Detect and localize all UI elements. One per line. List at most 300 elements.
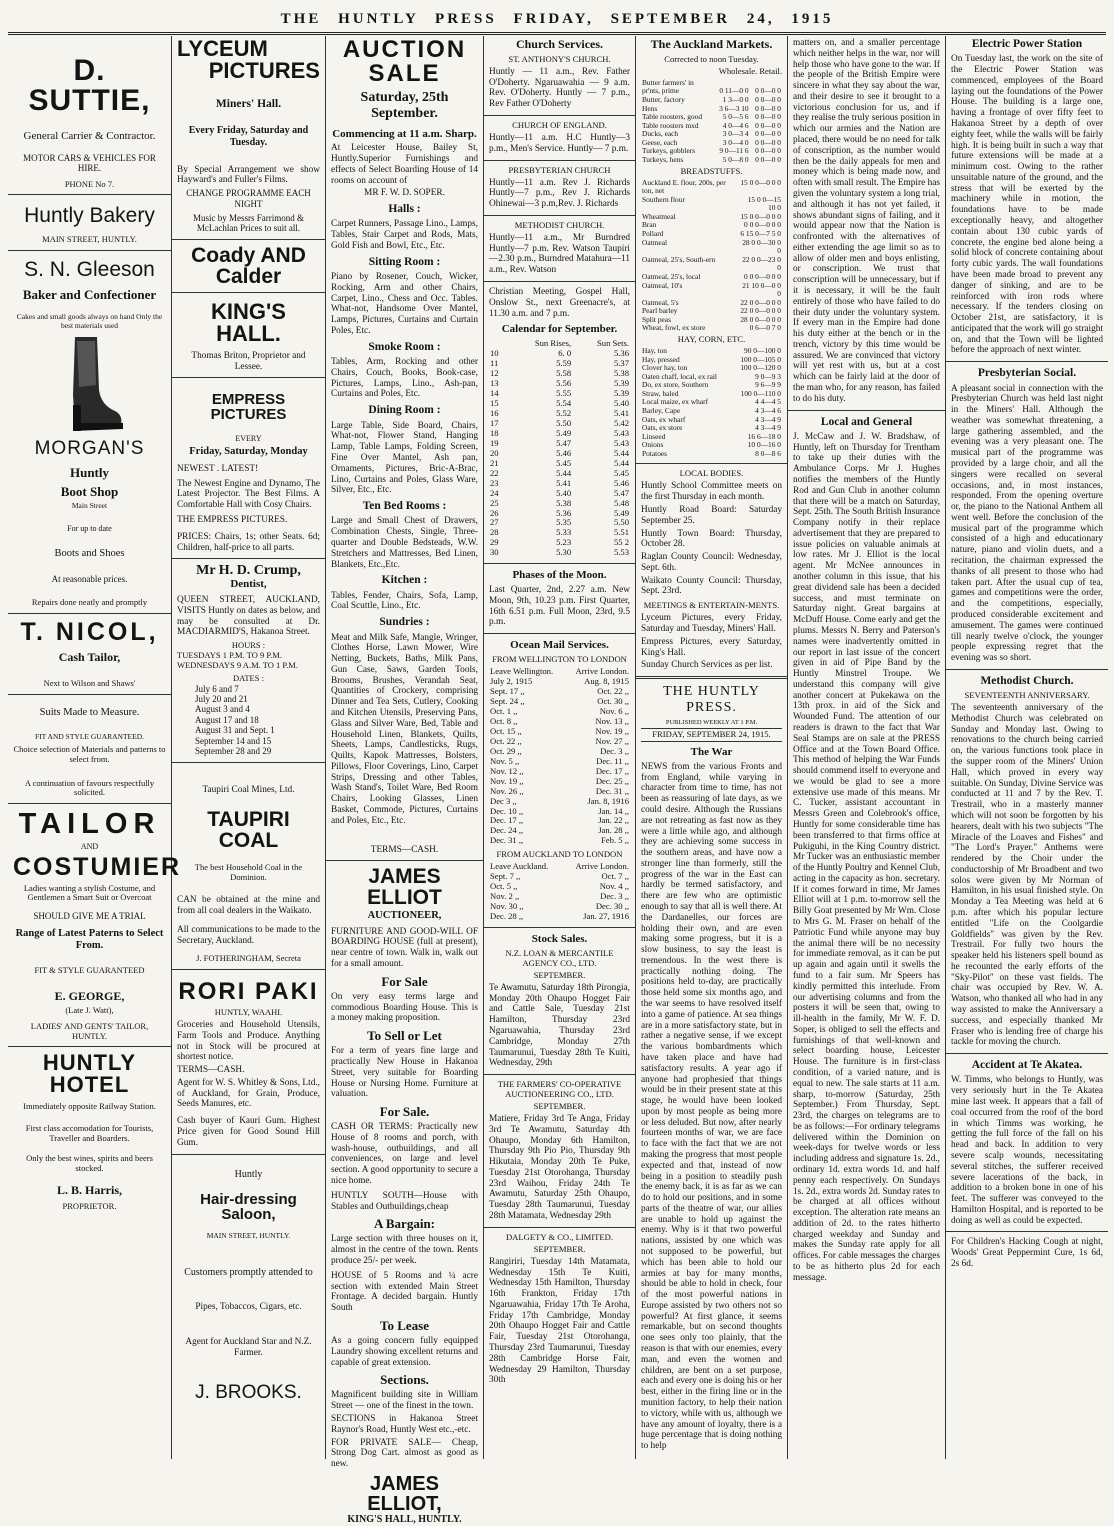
table-cell: 0 6—0 7 0 [749, 323, 781, 333]
table-cell: 5.56 [556, 377, 572, 388]
list-item: August 17 and 18 [195, 714, 259, 725]
table-cell: 5.35 [556, 517, 572, 528]
markets-heading: The Auckland Markets. [650, 37, 773, 51]
divider [946, 361, 1108, 362]
table-cell: 22 0 0—0 0 0 [740, 306, 781, 316]
table-cell: Oatmeal, 5's [642, 297, 679, 307]
ocean-body-2 [489, 872, 630, 922]
table-cell: Bran [642, 220, 657, 230]
table-cell: 28 [490, 527, 499, 538]
bakery-name: Huntly Bakery [24, 204, 155, 228]
table-cell: 12 [490, 367, 499, 378]
table-row [641, 450, 782, 459]
empress-l3: The Newest Engine and Dynamo, The Latest Projector. The Best Films. A Comfortable Hall with Cosy Chairs. [177, 478, 320, 511]
hair-l1: MAIN STREET, HUNTLY. [206, 1231, 291, 1241]
table-cell: 5.46 [556, 447, 572, 458]
gleeson-role: Baker and Confectioner [22, 287, 157, 303]
local-heading: Local and General [820, 415, 913, 428]
elliot-l1: FURNITURE AND GOOD-WILL OF BOARDING HOUSE (full at present), near centre of town. Walk in, walk out for a small amount. [331, 926, 478, 969]
tailor-h1: TAILOR [18, 808, 161, 841]
table-cell: 16 6—18 0 [747, 431, 781, 441]
method-text: Huntly—11 a.m., Mr Burndred Huntly—7 p.m. Rev. Watson Taupiri—2.30 p.m., Burndred Matahura—11 a.m., Rev. Watson [489, 232, 630, 276]
table-cell: 5.52 [556, 407, 572, 418]
table-cell: 11 [490, 357, 499, 368]
table-cell: 6. 0 [558, 348, 572, 358]
empress-l4: THE EMPRESS PICTURES. [177, 514, 288, 525]
table-cell: Ducks, each [642, 129, 679, 139]
sitting-text: Piano by Rosener, Couch, Wicker, Rocking, Arm and other Chairs, Carpet, Lino., Chess and Occ. Tables. What-not, Handsome Over Mantel, Lamps, Pictures, Curtains and Curtain Poles, Etc. [331, 272, 478, 337]
table-cell: 5.37 [613, 357, 629, 368]
table-cell: Oats, ex wharf [642, 414, 686, 424]
accident-text: W. Timms, who belongs to Huntly, was very seriously hurt in the Te Akatea mine last week. It appears that a fall of coal occurred from the roof of the bord in which Timms was working, he getting the full force of the fall on his head and back. In addition to very severe scalp wounds, necessitating several stitches, the sufferer received severe lacerations of the back, in addition to a broken bone in one of his feet. The sufferer was conveyed to the Hamilton Hospital, and is reported to be doing as well as could be expected. [951, 1075, 1103, 1226]
morgan-l1: For up to date [67, 524, 112, 534]
george-name: E. GEORGE, [54, 988, 125, 1003]
table-cell: 4 3—4 6 [755, 406, 781, 416]
crump-title: Mr H. D. Crump, [196, 563, 301, 579]
divider [484, 633, 635, 634]
nicol-l2: Suits Made to Measure. [39, 707, 140, 718]
south-text: HUNTLY SOUTH—House with Stables and Outbuildings,cheap [331, 1190, 478, 1212]
suttie-line: MOTOR CARS & VEHICLES FOR HIRE. [23, 152, 156, 174]
table-cell: 9 6—9 9 [755, 380, 781, 390]
rori-l3: TERMS—CASH. [177, 1065, 245, 1076]
moon-text: Last Quarter, 2nd, 2.27 a.m. New Moon, 9th, 10.23 p.m. First Quarter, 16th 6.51 p.m. Full Moon, 23rd, 9.5 p.m. [489, 585, 630, 628]
taupiri-title: TAUPIRI COAL [207, 808, 290, 853]
lyceum-h2: PICTURES [208, 58, 320, 83]
england-text: Huntly—11 a.m. H.C Huntly—3 p.m., Men's Service. Huntly— 7 p.m. [489, 132, 630, 154]
table-cell: 5 0—5 6 [722, 112, 749, 122]
column-2 [172, 36, 326, 1459]
divider [484, 927, 635, 928]
table-cell: Oct. 30 ,, [597, 695, 629, 706]
table-cell: 25 [490, 497, 499, 508]
table-cell: 5.41 [556, 477, 572, 488]
table-cell: 0 0 0—0 0 0 [744, 271, 781, 281]
table-cell: Do, ex store, Southern [642, 380, 709, 390]
ocean-table-auckland [489, 862, 630, 922]
methodist-heading: Methodist Church. [980, 674, 1074, 687]
george-l2: LADIES' AND GENTS' TAILOR, HUNTLY. [30, 1020, 149, 1041]
table-cell: 5.58 [556, 367, 572, 378]
table-cell: 4 4—4 5 [755, 397, 781, 407]
table-cell: 5.39 [613, 377, 629, 388]
lease-text: As a going concern fully equipped Laundry showing excellent returns and capable of great extension. [331, 1336, 478, 1368]
table-cell: 15 0 0—15 10 0 [747, 194, 781, 213]
table-cell: Aug. 8, 1915 [584, 675, 629, 686]
table-cell: Oaten chaff, local, ex rail [642, 371, 717, 381]
divider [946, 669, 1108, 670]
table-cell: Dec. 17 ,, [490, 815, 524, 826]
gleeson-name: S. N. Gleeson [24, 258, 155, 282]
sections-heading: Sections. [380, 1372, 429, 1388]
table-cell: 3 0—4 0 [722, 137, 749, 147]
table-cell: Nov. 19 ,, [490, 775, 524, 786]
table-cell: 5.43 [613, 427, 629, 438]
divider [172, 377, 325, 378]
coady-calder: Coady AND Calder [191, 243, 306, 288]
bargain-text: Large section with three houses on it, almost in the centre of the town. Rents produce 25/- per week. [331, 1234, 478, 1267]
table-cell: 30 [490, 547, 499, 558]
morgan-l2: Boots and Shoes [54, 547, 125, 559]
kings-hall-line: Thomas Briton, Proprietor and Lessee. [191, 350, 306, 372]
auction-date: Saturday, 25th September. [360, 90, 449, 122]
hair-l2: Customers promptly attended to [184, 1266, 313, 1278]
table-cell: 0 0—0 0 [755, 120, 781, 130]
tailor-l2: SHOULD GIVE ME A TRIAL [33, 911, 146, 922]
table-cell: 13 [490, 377, 499, 388]
elliot-role: AUCTIONEER, [367, 910, 442, 922]
table-cell: 10 0—16 0 [747, 440, 781, 450]
table-cell: 24 [490, 487, 499, 498]
auction-l2: MR F. W. D. SOPER. [364, 188, 445, 199]
table-cell: Dec. 31 ,, [595, 785, 629, 796]
tailor-l4: FIT & STYLE GUARANTEED [34, 965, 145, 976]
morgan-l4: Repairs done neatly and promptly [31, 597, 148, 608]
accident-heading: Accident at Te Akatea. [971, 1059, 1083, 1072]
sell-let-heading: To Sell or Let [367, 1028, 442, 1044]
markets-sub: Corrected to noon Tuesday. [664, 53, 759, 64]
divider [484, 160, 635, 161]
table-cell: 5.44 [613, 447, 629, 458]
stock-heading: Stock Sales. [531, 933, 588, 946]
ocean-sub: FROM WELLINGTON TO LONDON [492, 653, 627, 664]
column-1 [8, 36, 181, 1459]
social-heading: Presbyterian Social. [977, 367, 1077, 380]
table-cell: Hay, ton [642, 345, 667, 355]
table-cell: Straw, baled [642, 388, 679, 398]
divider [8, 803, 171, 804]
table-cell: Barley, Cape [642, 406, 681, 416]
harris-name: L. B. Harris, [57, 1182, 122, 1197]
auction-time: Commencing at 11 a.m. Sharp. [332, 128, 477, 141]
table-cell: 5.45 [556, 457, 572, 468]
local-text: J. McCaw and J. W. Bradshaw, of Huntly, left on Thursday for Trentham to take up their duties with the Ambulance Corps. Mr J. Hughes notifies the members of the Huntly Rod and Gun Club in another column that there will be a match on Saturday, Sept. 25th. The South British Insurance Company notify in their replace advertisement that they are prepared to issue policies on valuable animals at low rates. Mr J. Elliot is the local agent. Mr McNee announces in another column in this issue, that his great dividend sale has been a decided success, and must terminate on Saturday night. Great bargains at McDuff House. Come early and get the plums. Messrs N. Berry and Paterson's names were inadvertently omitted in our report in last issue of the concert given in aid of Pipe Band by the Huntly Minstrel Troupe. We understand this company will give another concert at Pukekawa on the 13th prox. in aid of the Sick and Wounded Fund. The attention of our readers is drawn to the fact that War Seal Stamps are on sale at the PRESS Office and at the Town Board Office. This method of helping the War Funds should commend itself to everyone and we would be glad to see a more extensive use made of this means. Mr C. Tucker, assistant accountant in Messrs Green and Colebrook's office, Huntly for some considerable time has been transferred to that firms office at Pukiguhi, in the King Country district. Mr Tucker was an enthusiastic member of the Huntly Poultry and Kennel Club, acting in the capacity as hon. secretary. If it comes forward in time, Mr James Elliot will at 1 p.m. to-morrow sell the Billy Goat presented by Mr Wm. Close to Mrs G. M. Fraser on behalf of the Patriotic Fund while anyone may buy the animal there will be no necessity for immediate removal, as it can be put up again and again until it swells the fund to a fair sum. Mr Speers has kindly permitted this interlude. From our advertising columns and from the posters it will be seen that, owing to ill-health in the family, Mr W. F. D. Soper, is obliged to sell the effects and furnishings of that well-known and select boarding house, Leicester House. The furniture is in first-class condition, of a varied nature, and is equal to new. The sale starts at 11 a.m. sharp, to-morrow (Saturday, 25th September.) From Thursday, Sept. 23rd, the charges on telegrams are to be as follows:—For ordinary telegrams delivered within the Dominion on week-days for twelve words or less including address and signature 1s. 2d., ordinary 1d. extra words 1d. and half penny each respectively. On Sundays 1s. 2d., extra words 2d. Sunday rates to be charged at all offices without exception. The alteration rate means an addition of 2d. to the rates hitherto charged weekday and Sunday and makes the Sunday rate apply for all offices. For cable messages the charges to be as hitherto plus 2d for each message. [793, 431, 940, 1283]
rori-l5: Cash buyer of Kauri Gum. Highest Price given for Good Sound Hill Gum. [177, 1116, 320, 1148]
table-cell: Turkeys, hens [642, 155, 684, 165]
bodies-heading: LOCAL BODIES. [679, 468, 744, 479]
table-cell: Sept. 7 ,, [490, 871, 521, 882]
table-cell: 9 0—9 3 [755, 371, 781, 381]
church-heading: Church Services. [515, 37, 604, 51]
table-cell: 28 0 0—30 0 0 [742, 237, 781, 256]
table-cell: 0 0—0 0 [755, 129, 781, 139]
tailor-l1: Ladies wanting a stylish Costume, and Gentlemen a Smart Suit or Overcoat [23, 882, 156, 903]
table-cell: 0 0—0 0 [755, 86, 781, 96]
column-3 [326, 36, 484, 1525]
table-cell: 5.59 [556, 357, 572, 368]
bodies-t1: Huntly School Committee meets on the first Thursday in each month. [641, 481, 782, 503]
suttie-role: General Carrier & Contractor. [23, 130, 156, 142]
moon-heading: Phases of the Moon. [512, 569, 607, 582]
kitchen-heading: Kitchen : [381, 574, 428, 587]
private-sale-text: FOR PRIVATE SALE— Cheap, Strong Dog Cart. almost as good as new. [331, 1437, 478, 1470]
empress-l1: Friday, Saturday, Monday [189, 445, 308, 457]
masthead: THE HUNTLY PRESS FRIDAY, SEPTEMBER 24, 1915 [8, 6, 1106, 35]
terms-cash: TERMS—CASH. [370, 844, 439, 855]
table-cell: Hens [642, 103, 658, 113]
table-cell: 4 0—4 6 [722, 120, 749, 130]
table-cell: pr'nts, prime [642, 86, 680, 96]
divider [484, 281, 635, 282]
divider [172, 558, 325, 559]
press-title: THE HUNTLY PRESS. [663, 684, 760, 716]
anthony-heading: ST. ANTHONY'S CHURCH. [508, 53, 611, 64]
table-cell: Leave Auckland. [490, 861, 549, 872]
lyceum-l1: Every Friday, Saturday and Tuesday. [188, 125, 309, 148]
table-cell: Table roosters mxd [642, 120, 699, 130]
table-cell: Oct. 5 ,, [490, 881, 518, 892]
meet-t2: Empress Pictures, every Saturday, King's Hall. [641, 636, 782, 658]
dining-text: Large Table, Side Board, Chairs, What-not, Flower Stand, Hanging Lamp, Table Lamps, Folding Screen, Fine Over Mantel, Ash pan, Ornaments, Pictures, Bric-A-Brac, Lino, Curtains and Poles, Glass Ware, Silver, Etc., Etc. [331, 420, 478, 496]
table-cell: Dec. 30 ,, [595, 901, 629, 912]
table-row [489, 912, 630, 922]
crump-hours: HOURS : [231, 640, 266, 651]
table-row [641, 282, 782, 299]
table-cell: 8 0—8 6 [755, 448, 781, 458]
table-cell: 26 [490, 507, 499, 518]
dining-heading: Dining Room : [368, 404, 441, 417]
table-cell: 3 6—3 10 [719, 103, 749, 113]
table-cell: Butter, factory [642, 95, 685, 104]
hair-l4: Agent for Auckland Star and N.Z. Farmer. [185, 1337, 312, 1359]
table-cell: 5.36 [613, 348, 629, 358]
table-row [641, 256, 782, 273]
nicol-name: T. NICOL, [20, 618, 159, 647]
table-cell: Nov. 4 ,, [599, 881, 629, 892]
ocean-heading: Ocean Mail Services. [510, 639, 609, 652]
forsale2-text: CASH OR TERMS: Practically new House of 8 rooms and porch, with wash-house, outbuildings, and all conveniences, on large and level section. A good opportunity to secure a nice home. [331, 1122, 478, 1187]
crump-role: Dentist, [230, 578, 267, 591]
sections-text-2: SECTIONS in Hakanoa Street Raynor's Road, Huntly West etc.,-etc. [331, 1414, 478, 1435]
table-cell: Dec. 28 ,, [490, 911, 524, 922]
war-text-continued: matters on, and a smaller percentage which neither helps in the war, nor will help those who have gone to the war. If the people of the British Empire were sincere in what they say about the war, and their desire to see it brought to a victorious conclusion for us, and if they realise the truly serious position in which our armies and the Nation are placed, there would be no need for talk of conscription, as the number would then be the daily appeals for men and money which is being made now, and often with small result. The Empire has given the voluntary system a long trial, and although it has not yet failed, it shows abundant signs of failing, and it would appear now that the Nation is confronted with the alternatives of either extending the age limit so as to allow of older men and boys enlisting, or conscription. We trust that conscription will be unnecessary, but if it is necessary, it will be the fault entirely of those who have failed to do their duty under the voluntary system. If every man in the Empire had done his duty either at the bench or in the trench, victory by this time would be assured. We are convinced that victory will yet rest with us, but at a cost which can be fairly laid at the door of the man who, for any reason, has failed to do his duty. [793, 38, 940, 404]
table-cell: Oct. 22 ,, [490, 735, 522, 746]
table-cell: 5.33 [556, 527, 572, 538]
table-cell: Dec. 3 ,, [600, 891, 629, 902]
column-7 [946, 36, 1108, 1459]
table-cell: Oct. 22 ,, [597, 685, 629, 696]
table-cell: 5.45 [613, 467, 629, 478]
divider [172, 239, 325, 240]
table-cell: Jan. 28 ,, [598, 825, 629, 836]
divider [788, 410, 945, 411]
crump-l3: WEDNESDAYS 9 A.M. TO 1 P.M. [177, 659, 298, 670]
sitting-heading: Sitting Room : [368, 255, 441, 268]
hotel-l2: First class accomodation for Tourists, Traveller and Boarders. [25, 1123, 154, 1144]
divider [636, 676, 787, 679]
social-text: A pleasant social in connection with the Presbyterian Church was held last night in the Miners' Hall. Although the weather was somewhat threatening, a large gathering assembled, and the evening was a very pleasant one. The musical part of the programme was provided by a large choir, and all the singers were recalled on several occasions, and, in most instances, responded. From the opening overture or, the piano to the National Anthem all went well. Before the conclusion of the musical part of the programme which consisted of a high and educationary nature, piano and violin duets, and a recitation, the chairman expressed the thanks of all present to those who had taken part. After the usual cup of tea, games and competitions were the order, and the competitions, especially, produced considerable excitement and amusement. The games were continued till nearly twelve o'clock, the younger people expressing regret that the evening was so short. [951, 383, 1103, 664]
table-cell: 0 0—0 0 [755, 103, 781, 113]
table-cell: Jan. 22 ,, [598, 815, 629, 826]
table-cell: 0 0—0 0 [755, 146, 781, 156]
table-cell: 14 [490, 387, 499, 398]
table-cell: Arrive London. [575, 665, 629, 676]
table-cell: Clover hay, ton [642, 363, 688, 373]
columns [8, 36, 1108, 1525]
crump-l2: TUESDAYS 1 P.M. TO 9 P.M. [177, 650, 282, 661]
markets-table [641, 79, 782, 165]
table-cell: 5.43 [613, 437, 629, 448]
morgan-l3: At reasonable prices. [51, 573, 128, 584]
table-cell: Leave Wellington. [490, 665, 554, 676]
table-cell: 90 0—100 0 [744, 345, 781, 355]
table-cell: 5.38 [556, 497, 572, 508]
forsale-heading: For Sale [381, 973, 428, 989]
table-cell: Potatoes [642, 448, 668, 458]
table-cell: 100 0—110 0 [740, 388, 781, 398]
table-cell: Wheatmeal [642, 211, 676, 221]
rori-l1: HUNTLY, WAAHI. [214, 1007, 283, 1018]
table-cell: 0 0—0 0 [755, 155, 781, 165]
bodies-t2: Huntly Road Board: Saturday September 25. [641, 505, 782, 526]
table-cell: Oct. 1 ,, [490, 705, 518, 716]
table-cell: Nov. 30 ,, [490, 901, 524, 912]
table-cell: 22 [490, 467, 499, 478]
divider [484, 1074, 635, 1075]
table-cell: 17 [490, 417, 499, 428]
list-item: September 14 and 15 [195, 735, 272, 746]
table-cell: Onions [642, 440, 664, 450]
rori-l4: Agent for W. S. Whitley & Sons, Ltd., of Auckland, for Grain, Produce, Seeds Manures, etc. [177, 1077, 320, 1110]
table-cell: 5.53 [613, 547, 629, 558]
hair-title: Hair-dressing Saloon, [200, 1191, 297, 1224]
dalgety-month: SEPTEMBER. [533, 1243, 586, 1254]
kings-hall-title: KING'S HALL. [211, 298, 286, 346]
divider [8, 250, 171, 251]
cough-text: For Children's Hacking Cough at night, Woods' Great Peppermint Cure, 1s 6d, 2s 6d. [951, 1237, 1103, 1269]
table-cell: 5.49 [613, 507, 629, 518]
table-cell: 3 0—3 4 [722, 129, 749, 139]
lease-heading: To Lease [380, 1317, 429, 1333]
elliot2-line: KING'S HALL, HUNTLY. [347, 1513, 462, 1525]
table-cell: 23 [490, 477, 499, 488]
table-cell: 5.48 [613, 497, 629, 508]
table-cell: Wheat, fowl, ex store [642, 323, 706, 333]
bakery-addr: MAIN STREET, HUNTLY. [42, 234, 137, 245]
table-cell: Nov. 26 ,, [490, 785, 524, 796]
war-heading: The War [690, 746, 733, 759]
table-cell: Oatmeal [642, 237, 668, 247]
table-cell: 5.38 [613, 367, 629, 378]
meet-t3: Sunday Church Services as per list. [641, 660, 773, 671]
list-item: September 28 and 29 [195, 746, 272, 757]
table-cell: Southern flour [642, 194, 685, 204]
table-cell: Oats, ex store [642, 423, 683, 433]
table-row [641, 324, 782, 333]
column-5 [636, 36, 788, 1459]
elliot2-title: JAMES ELLIOT, [367, 1472, 442, 1515]
press-date: FRIDAY, SEPTEMBER 24, 1915. [641, 728, 782, 742]
lyceum-hall: Miners' Hall. [215, 98, 282, 110]
rori-title: RORI PAKI [178, 978, 319, 1006]
table-cell: Dec. 17 ,, [595, 765, 629, 776]
table-cell: Nov. 5 ,, [490, 755, 520, 766]
table-cell: 5.44 [556, 467, 572, 478]
lyceum-h1: LYCEUM [177, 36, 268, 61]
table-cell: Jan. 27, 1916 [583, 911, 629, 922]
table-cell: 19 [490, 437, 499, 448]
table-cell: 4 3—4 9 [755, 423, 781, 433]
methodist-text: The seventeenth anniversary of the Methodist Church was celebrated on Sunday and Monday last. Owing to renovations to the church being carried on, the various functions took place in the supper room of the Miners' Union Hall, which proved in every way suitable. On Sunday, Divine Service was conducted at 11 and 7 by the Rev. T. Trestrail, who in a masterly manner which will not soon be forgotten by his hearers, dealt with his two subjects "The Miracle of the Loaves and Fishes" and "The Lord's Prayer." Anthems were rendered by the Choir under the conductorship of Mr Broadbent and two solos were given by Mr Norman of Hamilton, in his usual finished style. On Monday a Tea Meeting was held at 6 p.m. after which his popular lecture entitled "Life on the Coolgardie Goldfields" was given by the Rev. Trestrail. For fully two hours the speaker held his listeners spell bound as he recounted the early efforts of the "Sky-Pilot" on these vast fields. The chair was occupied by Rev. W. A. Watson, who thanked all who had in any way assisted to make the Anniversary a success, and especially thanked Mr Fraser who is lending free of charge his tackle for moving the church. [951, 703, 1103, 1048]
divider [484, 563, 635, 564]
table-cell: Turkeys, gobblers [642, 146, 696, 156]
table-cell: 5.39 [613, 387, 629, 398]
table-cell: 22 0 0—23 0 0 [742, 254, 781, 273]
smoke-text: Tables, Arm, Rocking and other Chairs, Couch, Books, Book-case, Pictures, Lamps, Lino., Ash-pan, Curtains and Poles, Etc. [331, 357, 478, 400]
table-cell: Nov. 27 ,, [595, 735, 629, 746]
table-cell: Butter farmers' in [642, 77, 694, 87]
table-cell: 15 0 0—0 0 0 [740, 177, 781, 187]
table-cell: Local maize, ex wharf [642, 397, 709, 407]
ocean-sub2: FROM AUCKLAND TO LONDON [496, 849, 623, 860]
elliot-title: JAMES ELLIOT [367, 865, 442, 910]
divider [8, 194, 171, 195]
taupiri-l0: Taupiri Coal Mines, Ltd. [202, 784, 295, 795]
table-cell: Dec. 10 ,, [490, 805, 524, 816]
table-cell: Jan. 14 ,, [598, 805, 629, 816]
auction-title: AUCTION SALE [342, 36, 467, 87]
table-cell: 5.30 [556, 547, 572, 558]
ocean-body [489, 677, 630, 846]
list-item: July 20 and 21 [195, 694, 248, 705]
table-cell: 21 [490, 457, 499, 468]
empress-title: EMPRESS PICTURES [210, 391, 287, 424]
taupiri-l3: All communications to be made to the Secretary, Auckland. [177, 924, 320, 946]
crump-dates: DATES : [233, 672, 264, 683]
table-cell: 5.50 [613, 517, 629, 528]
table-cell: Geese, each [642, 137, 678, 147]
brooks-name: J. BROOKS. [195, 1381, 302, 1403]
table-cell: Sept. 17 ,, [490, 685, 525, 696]
nzloan-month: SEPTEMBER. [533, 969, 586, 980]
table-cell: 0 0—0 0 [755, 112, 781, 122]
table-cell: July 2, 1915 [490, 675, 533, 686]
hotel-l3: Only the best wines, spirits and beers stocked. [26, 1152, 153, 1173]
table-cell: 5.40 [556, 487, 572, 498]
list-item: August 31 and Sept. 1 [195, 725, 275, 736]
table-cell: 100 0—105 0 [740, 354, 781, 364]
table-cell: 5.42 [613, 417, 629, 428]
table-cell: 0 0—0 0 [755, 95, 781, 104]
sundries-text: Meat and Milk Safe, Mangle, Wringer, Clothes Horse, Lawn Mower, Wire Netting, Buckets, Baths, Milk Pans, Gun Case, Saws, Garden Tools, Brooms, Brushes, Verandah Seat, Quantities of Crockery, comprising Dinner and Tea Sets, Cutlery, Cooking and Kitchen Utensils, Preserving Pans, Glass and Silver Ware, Bed, Table and Household Linen, Blankets, Quilts, Sheets, Lamps, Candlesticks, Rugs, Quilts, Kapok Mattresses, Bolsters, Pillows, Floor Coverings, Lino, Carpet Strips, Dressing and other Tables, Wash Stand's, Toilet Ware, Bed Room Chairs, Looking Glasses, Linen Basket, Commode, Pictures, Curtains and Poles, Etc., Etc. [331, 632, 478, 826]
divider [8, 694, 171, 695]
table-cell: Oatmeal, 25's, South-ern [642, 254, 716, 264]
house5-text: HOUSE of 5 Rooms and ¼ acre section with extended Main Street Frontage. A decided bargain. Huntly South [331, 1270, 478, 1314]
table-cell: Arrive London. [575, 861, 629, 872]
forsale2-heading: For Sale. [379, 1104, 430, 1120]
table-row [641, 179, 782, 196]
farmers-month: SEPTEMBER. [533, 1101, 586, 1111]
table-cell: 5.44 [613, 457, 629, 468]
farmers-heading: THE FARMERS' CO-OPERATIVE AUCTIONEERING CO., LTD. [497, 1079, 622, 1100]
table-cell: 15 0 0—0 0 0 [740, 211, 781, 221]
table-cell: 22 0 0—0 0 0 [740, 297, 781, 307]
boot-illustration-icon [55, 335, 125, 435]
power-text: On Tuesday last, the work on the site of the Electric Power Station was commenced, employees of the Board laying out the foundations of the Power House. The building is a large one, having a frontage of over fifty feet to Hakanoa Street by a depth of over eighty feet, while the walls will be fairly high. It is being built in such a way that future extensions will be made at a minimum cost. Owing to the rather unsuitable nature of the ground, and the stress that will be exerted by the machinery while in motion, the foundations have to be made exceptionally heavy, and altogether contain about 130 cubic yards of concrete, the engine bed alone being a solid block of concrete containing about forty cubic yards. The wall foundations have been made broad to prevent any danger of sinking, and are to be reinforced with iron rods where necessary. If the tenders closing on October 21st, are satisfactory, it is anticipated that the work will go straight on, and that the Town will be lighted before the approach of next winter. [951, 54, 1103, 356]
sundries-heading: Sundries : [379, 616, 430, 629]
nicol-l5: A continuation of favours respectfully solicited. [24, 777, 155, 798]
table-cell: 5.46 [613, 477, 629, 488]
table-cell: 0 0—0 0 [755, 137, 781, 147]
method-heading: METHODIST CHURCH. [514, 219, 605, 230]
table-cell: 20 [490, 447, 499, 458]
suttie-name: D. SUTTIE, [28, 54, 151, 117]
table-cell: 5.47 [613, 487, 629, 498]
table-cell: 16 [490, 407, 499, 418]
presby-heading: PRESBYTERIAN CHURCH [508, 164, 611, 175]
divider [172, 292, 325, 293]
tailor-l3: Range of Latest Paterns to Select From. [15, 927, 164, 951]
